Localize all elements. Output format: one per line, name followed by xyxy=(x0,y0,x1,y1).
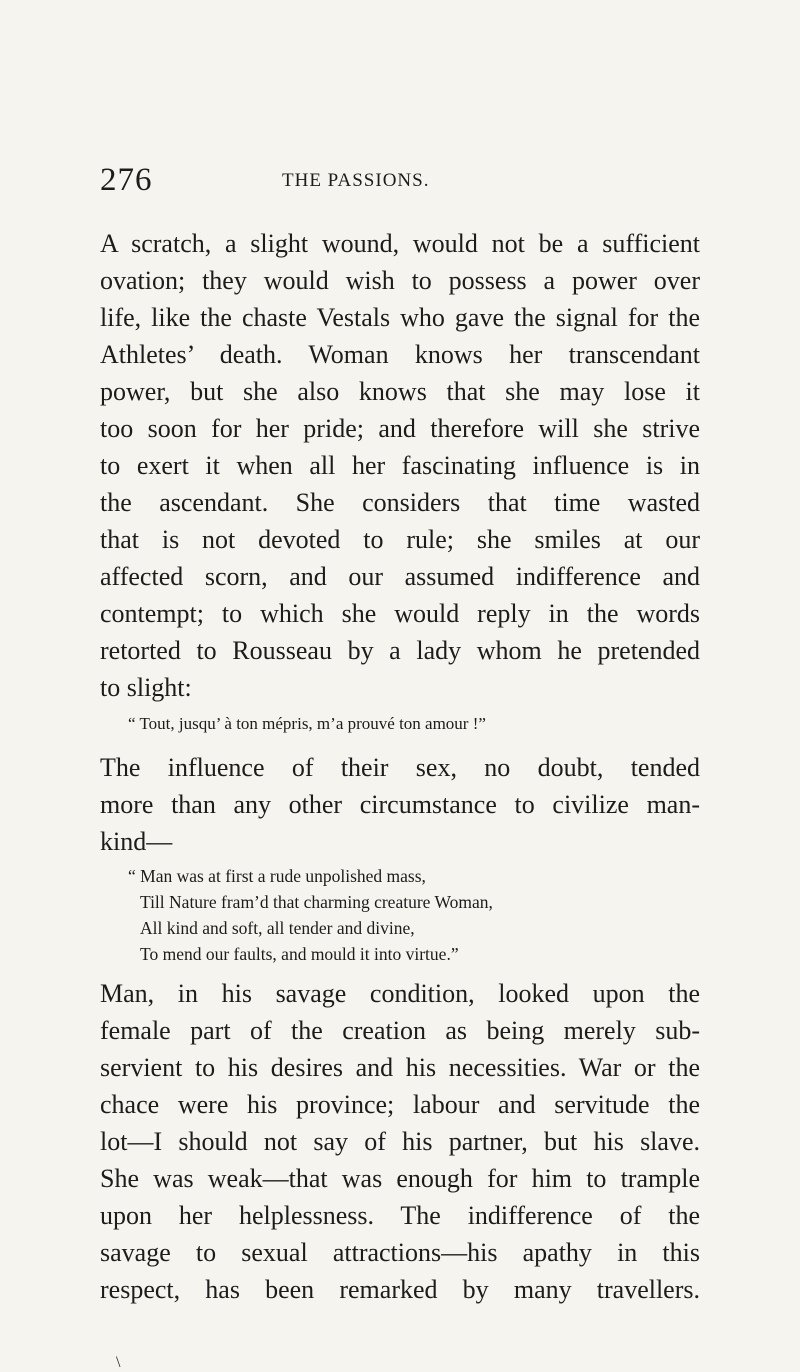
text-line: Athletes’ death. Woman knows her transcendant xyxy=(100,340,700,369)
text-line: affected scorn, and our assumed indifference and xyxy=(100,562,700,591)
text-line: upon her helplessness. The indifference of the xyxy=(100,1201,700,1230)
stray-mark: \ xyxy=(116,1354,121,1371)
text-line: the ascendant. She considers that time wasted xyxy=(100,488,700,517)
text-line: to exert it when all her fascinating influence is in xyxy=(100,451,700,480)
text-line: She was weak—that was enough for him to trample xyxy=(100,1164,700,1193)
text-line: retorted to Rousseau by a lady whom he pretended xyxy=(100,636,700,665)
text-line: respect, has been remarked by many travellers. xyxy=(100,1275,700,1304)
verse-line: All kind and soft, all tender and divine, xyxy=(140,918,415,938)
text-line: servient to his desires and his necessities. War or the xyxy=(100,1053,700,1082)
text-line: A scratch, a slight wound, would not be a sufficient xyxy=(100,229,700,258)
text-line: too soon for her pride; and therefore will she strive xyxy=(100,414,700,443)
text-line: ovation; they would wish to possess a power over xyxy=(100,266,700,295)
text-line: lot—I should not say of his partner, but his slave. xyxy=(100,1127,700,1156)
text-line: kind— xyxy=(100,827,173,856)
text-line: Man, in his savage condition, looked upon the xyxy=(100,979,700,1008)
text-line: life, like the chaste Vestals who gave the signal for the xyxy=(100,303,700,332)
french-quotation: “ Tout, jusqu’ à ton mépris, m’a prouvé ton amour !” xyxy=(128,714,486,733)
text-line: female part of the creation as being merely sub- xyxy=(100,1016,700,1045)
text-line: The influence of their sex, no doubt, tended xyxy=(100,753,700,782)
text-line: chace were his province; labour and servitude the xyxy=(100,1090,700,1119)
text-line: to slight: xyxy=(100,673,192,702)
verse-line: Till Nature fram’d that charming creature Woman, xyxy=(140,892,493,912)
page-header xyxy=(100,160,700,200)
text-line: more than any other circumstance to civilize man- xyxy=(100,790,700,819)
verse-line: “ Man was at first a rude unpolished mass, xyxy=(128,866,426,886)
text-line: that is not devoted to rule; she smiles at our xyxy=(100,525,700,554)
running-head: THE PASSIONS. xyxy=(282,170,430,191)
text-line: contempt; to which she would reply in the words xyxy=(100,599,700,628)
page-number: 276 xyxy=(100,162,153,198)
text-line: power, but she also knows that she may lose it xyxy=(100,377,700,406)
verse-line: To mend our faults, and mould it into virtue.” xyxy=(140,944,459,964)
text-line: savage to sexual attractions—his apathy in this xyxy=(100,1238,700,1267)
